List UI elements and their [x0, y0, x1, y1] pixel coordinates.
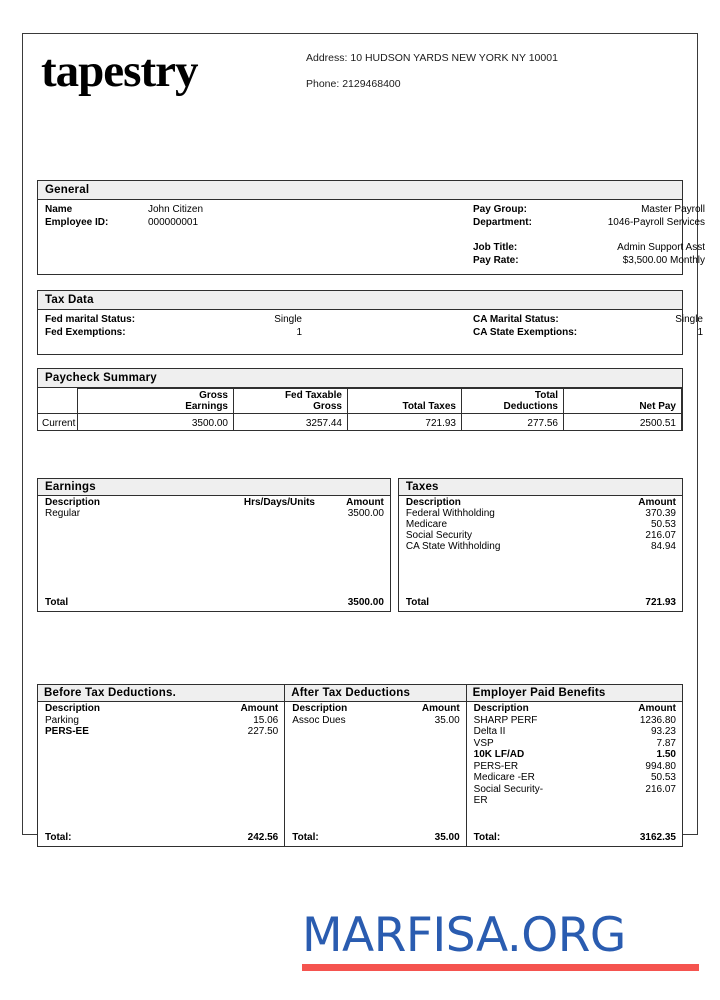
watermark-part-dot: .	[506, 908, 522, 963]
taxes-title: Taxes	[399, 479, 682, 496]
summary-net-pay-value: 2500.51	[564, 414, 682, 431]
taxes-total-row	[399, 597, 682, 608]
general-section-wrap	[23, 180, 705, 275]
pay-group-row	[473, 204, 705, 217]
benefits-row	[474, 772, 676, 784]
company-phone-line	[306, 79, 558, 91]
after-tax-row	[292, 715, 459, 727]
benefits-row	[474, 715, 676, 727]
earnings-header-description: Description	[45, 497, 101, 508]
total-deductions-line1: Total	[534, 390, 558, 401]
address-value: 10 HUDSON YARDS NEW YORK NY 10001	[350, 52, 558, 64]
employer-paid-benefits-title: Employer Paid Benefits	[467, 685, 682, 702]
paycheck-summary-table	[38, 388, 682, 430]
company-address-line	[306, 53, 558, 65]
taxes-row	[406, 530, 676, 541]
after-tax-header-row	[292, 703, 459, 715]
after-tax-total-amount: 35.00	[434, 832, 460, 843]
benefits-row-description: Medicare -ER	[473, 772, 535, 783]
benefits-row-amount: 50.53	[650, 772, 676, 783]
employee-id-row	[45, 217, 345, 230]
employee-id-label: Employee ID:	[45, 216, 109, 228]
watermark-part-org: ORG	[521, 908, 626, 963]
details-spacer	[473, 229, 705, 242]
taxes-row-description: Federal Withholding	[405, 508, 495, 519]
benefits-row	[474, 761, 676, 773]
paycheck-summary-section	[37, 368, 683, 431]
fed-marital-label: Fed marital Status:	[45, 314, 136, 325]
taxes-row	[406, 508, 676, 519]
benefits-row	[474, 749, 676, 761]
fed-marital-value: Single	[274, 314, 302, 325]
pay-rate-label: Pay Rate:	[473, 254, 519, 266]
after-tax-total-label: Total:	[292, 832, 319, 843]
fed-exemptions-value: 1	[296, 326, 302, 338]
total-taxes-line1: Total Taxes	[402, 401, 456, 412]
summary-col-net-pay	[564, 389, 682, 414]
total-deductions-line2: Deductions	[503, 401, 558, 412]
job-title-label: Job Title:	[473, 242, 518, 253]
earnings-title: Earnings	[38, 479, 390, 496]
tax-data-section	[37, 290, 703, 355]
taxes-header-amount: Amount	[638, 497, 676, 508]
before-tax-header-description: Description	[45, 703, 101, 714]
benefits-row-amount: 1.50	[656, 749, 676, 760]
tax-data-title: Tax Data	[38, 291, 682, 310]
watermark-underline-bar	[302, 964, 699, 971]
employee-id-value: 000000001	[148, 216, 199, 228]
benefits-row-description: 10K LF/AD	[473, 749, 525, 760]
state-tax-block	[473, 314, 705, 339]
after-tax-header-description: Description	[292, 703, 348, 714]
benefits-row-amount: 994.80	[645, 760, 676, 772]
benefits-row-description: PERS-ER	[473, 760, 519, 772]
before-tax-row-description: Parking	[45, 714, 79, 726]
summary-fed-taxable-gross-value: 3257.44	[234, 414, 348, 431]
job-title-value: Admin Support Asst	[617, 242, 705, 253]
net-pay-line1: Net Pay	[639, 401, 676, 412]
benefits-total-row	[467, 832, 682, 843]
department-row	[473, 217, 705, 230]
gross-earnings-line2: Earnings	[185, 401, 228, 412]
pay-rate-row	[473, 255, 705, 268]
taxes-row-description: Medicare	[405, 519, 448, 530]
benefits-row-description-line2: ER	[473, 795, 488, 806]
summary-gross-earnings-value: 3500.00	[78, 414, 234, 431]
paystub-document	[22, 33, 705, 843]
before-tax-deductions-section	[37, 684, 285, 847]
benefits-header-row	[474, 703, 676, 715]
paycheck-summary-title: Paycheck Summary	[38, 369, 682, 388]
pay-group-value: Master Payroll	[641, 204, 705, 215]
after-tax-row-amount: 35.00	[434, 714, 460, 726]
before-tax-total-row	[38, 832, 284, 843]
taxes-row-description: CA State Withholding	[405, 541, 501, 552]
before-tax-row	[45, 715, 278, 727]
taxes-row	[406, 541, 676, 552]
tax-data-section-wrap	[23, 290, 703, 355]
taxes-row-amount: 50.53	[650, 519, 676, 530]
earnings-row	[45, 508, 384, 519]
earnings-header-row	[45, 497, 384, 508]
marfisa-watermark	[302, 908, 702, 971]
benefits-header-amount: Amount	[638, 703, 676, 714]
summary-row-label: Current	[38, 414, 78, 431]
earnings-total-amount: 3500.00	[347, 597, 384, 608]
summary-total-deductions-value: 277.56	[462, 414, 564, 431]
earnings-header-hrs: Hrs/Days/Units	[243, 497, 315, 508]
employer-paid-benefits-list	[467, 702, 682, 807]
fed-taxable-line1: Fed Taxable	[284, 390, 342, 401]
before-tax-header-row	[45, 703, 278, 715]
general-section	[37, 180, 705, 275]
benefits-total-amount: 3162.35	[639, 832, 676, 843]
fed-exemptions-label: Fed Exemptions:	[45, 326, 126, 338]
ca-exemptions-value: 1	[697, 326, 703, 338]
taxes-header-row	[406, 497, 676, 508]
taxes-row-amount: 370.39	[645, 508, 676, 519]
benefits-row	[474, 738, 676, 750]
before-tax-row-description: PERS-EE	[45, 726, 89, 737]
address-label: Address:	[306, 52, 348, 64]
benefits-row-description: VSP	[473, 737, 494, 749]
general-title: General	[38, 181, 682, 200]
employer-paid-benefits-section	[467, 684, 683, 847]
fed-taxable-line2: Gross	[313, 401, 342, 412]
after-tax-deductions-title: After Tax Deductions	[285, 685, 465, 702]
after-tax-total-row	[285, 832, 465, 843]
before-tax-deductions-title: Before Tax Deductions.	[38, 685, 284, 702]
taxes-row-amount: 216.07	[645, 530, 676, 541]
ca-marital-row	[473, 314, 705, 327]
general-body	[38, 200, 705, 274]
company-contact-block	[306, 53, 558, 90]
watermark-text	[302, 908, 702, 963]
before-tax-total-label: Total:	[45, 832, 72, 843]
earnings-total-row	[38, 597, 390, 608]
after-tax-deductions-section	[285, 684, 466, 847]
employee-identity-block	[45, 204, 345, 229]
phone-label: Phone:	[306, 77, 340, 90]
tax-data-body	[38, 310, 703, 354]
taxes-header-description: Description	[405, 497, 461, 508]
earnings-header-amount: Amount	[346, 497, 384, 508]
phone-value: 2129468400	[342, 77, 401, 90]
watermark-part-fisa: FISA	[405, 908, 507, 963]
ca-marital-value: Single	[675, 314, 703, 325]
employment-details-block	[473, 204, 705, 267]
benefits-row-description: Delta II	[473, 726, 506, 737]
name-value: John Citizen	[148, 204, 204, 215]
taxes-row-description: Social Security	[405, 530, 473, 541]
department-label: Department:	[473, 216, 532, 228]
earnings-row-amount: 3500.00	[347, 508, 384, 519]
watermark-part-mar: MAR	[302, 908, 406, 963]
deductions-wrap	[37, 684, 683, 847]
summary-col-total-deductions	[462, 389, 564, 414]
earnings-section	[37, 478, 391, 612]
after-tax-row-description: Assoc Dues	[292, 714, 346, 726]
before-tax-row	[45, 726, 278, 738]
summary-header-row	[38, 389, 682, 414]
benefits-header-description: Description	[473, 703, 529, 714]
name-label: Name	[45, 204, 73, 215]
gross-earnings-line1: Gross	[199, 390, 228, 401]
pay-group-label: Pay Group:	[473, 204, 527, 215]
benefits-row-description-line1: Social Security-	[473, 783, 544, 795]
earnings-total-label: Total	[45, 597, 69, 608]
benefits-row-amount: 7.87	[656, 737, 676, 749]
after-tax-header-amount: Amount	[421, 703, 460, 714]
ca-marital-label: CA Marital Status:	[473, 314, 559, 325]
federal-tax-block	[45, 314, 345, 339]
benefits-total-label: Total:	[473, 832, 501, 843]
ca-exemptions-label: CA State Exemptions:	[473, 326, 578, 338]
earnings-row-description: Regular	[45, 508, 81, 519]
summary-col-gross-earnings	[78, 389, 234, 414]
taxes-section	[398, 478, 683, 612]
job-title-row	[473, 242, 705, 255]
before-tax-deductions-list	[38, 702, 284, 738]
after-tax-deductions-list	[285, 702, 465, 726]
name-row	[45, 204, 345, 217]
before-tax-row-amount: 227.50	[247, 726, 279, 737]
summary-col-total-taxes	[348, 389, 462, 414]
taxes-list	[399, 496, 682, 552]
document-header	[23, 34, 697, 144]
summary-corner-cell	[38, 389, 78, 414]
benefits-row-description: SHARP PERF	[473, 714, 538, 726]
earnings-row-hrs	[197, 508, 315, 519]
summary-total-taxes-value: 721.93	[348, 414, 462, 431]
company-logo: tapestry	[41, 45, 198, 97]
earnings-total-hrs	[197, 597, 315, 608]
earnings-taxes-wrap	[37, 478, 683, 612]
pay-rate-value: $3,500.00 Monthly	[622, 254, 705, 266]
earnings-list	[38, 496, 390, 519]
before-tax-total-amount: 242.56	[247, 832, 279, 843]
paycheck-summary-wrap	[23, 368, 697, 431]
fed-marital-row	[45, 314, 345, 327]
taxes-row-amount: 84.94	[650, 541, 676, 552]
taxes-row	[406, 519, 676, 530]
benefits-row-amount: 93.23	[650, 726, 676, 737]
benefits-row	[474, 726, 676, 738]
benefits-row-description-wrapped	[474, 784, 646, 807]
benefits-row-amount: 1236.80	[639, 714, 676, 726]
ca-exemptions-row	[473, 327, 705, 340]
taxes-total-label: Total	[405, 597, 430, 608]
summary-col-fed-taxable-gross	[234, 389, 348, 414]
taxes-total-amount: 721.93	[645, 597, 676, 608]
department-value: 1046-Payroll Services	[607, 216, 705, 228]
benefits-row-amount: 216.07	[645, 783, 676, 795]
before-tax-row-amount: 15.06	[253, 714, 279, 726]
summary-current-row	[38, 414, 682, 431]
fed-exemptions-row	[45, 327, 345, 340]
before-tax-header-amount: Amount	[240, 703, 279, 714]
benefits-row	[474, 784, 676, 807]
